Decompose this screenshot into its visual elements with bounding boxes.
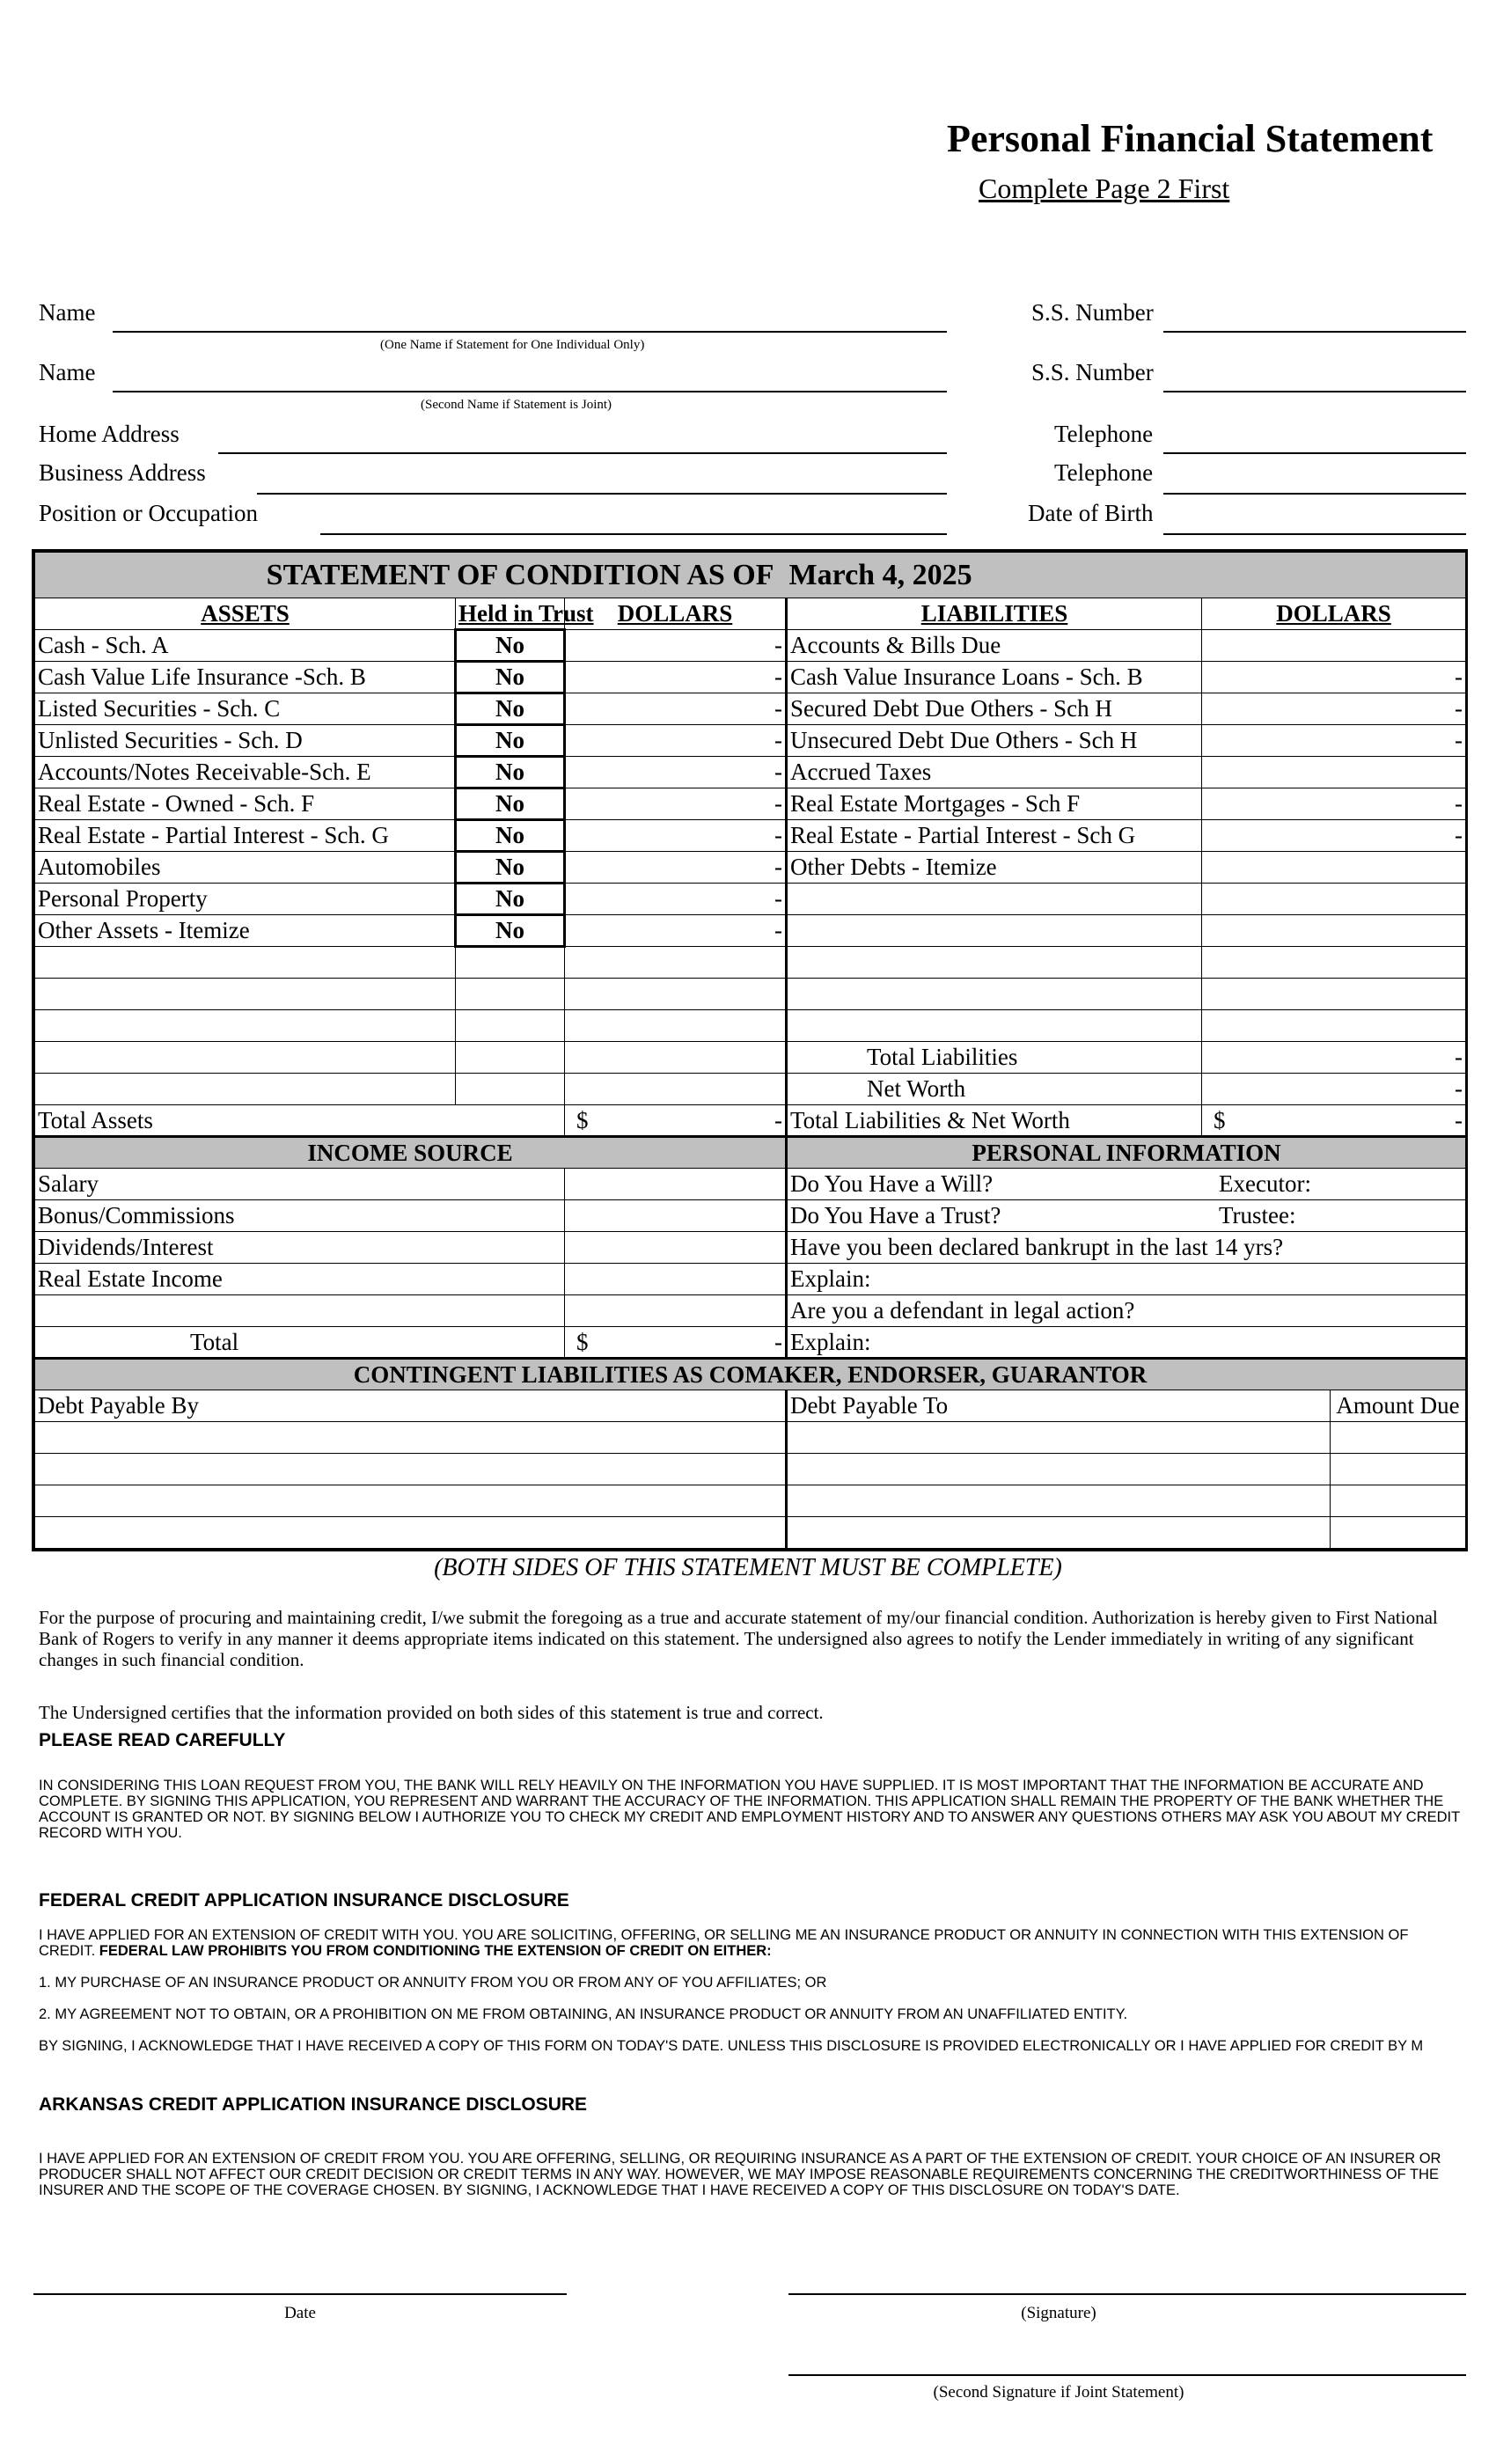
federal-disclosure-heading: FEDERAL CREDIT APPLICATION INSURANCE DISCLOSURE — [39, 1890, 569, 1910]
held-in-trust-value[interactable]: No — [456, 820, 565, 852]
held-in-trust-value[interactable]: No — [456, 884, 565, 915]
liability-dollars-value[interactable] — [1202, 915, 1466, 947]
totals-row — [35, 1105, 1466, 1137]
second-name-label: Name — [39, 359, 96, 385]
table-row — [35, 1042, 1466, 1074]
will-question[interactable] — [787, 1169, 1466, 1200]
date-of-birth-input-line[interactable] — [1163, 533, 1466, 535]
table-row — [35, 852, 1466, 884]
total-liabilities-net-worth-value: - — [1455, 1106, 1463, 1133]
liability-dollars-value[interactable]: - — [1202, 725, 1466, 757]
debt-payable-to-header: Debt Payable To — [787, 1390, 1331, 1422]
held-in-trust-value[interactable]: No — [456, 788, 565, 820]
second-name-input-line[interactable] — [113, 391, 947, 392]
asset-label: Accounts/Notes Receivable-Sch. E — [35, 757, 456, 788]
held-in-trust-value[interactable]: No — [456, 852, 565, 884]
asset-label: Cash Value Life Insurance -Sch. B — [35, 662, 456, 693]
table-row — [35, 884, 1466, 915]
asset-label: Real Estate - Partial Interest - Sch. G — [35, 820, 456, 852]
federal-body-text: I HAVE APPLIED FOR AN EXTENSION OF CREDIT WITH YOU. YOU ARE SOLICITING, OFFERING, OR SELLING ME AN INSURANCE PRODUCT OR ANNUITY IN CONNECTION WITH THIS EXTENSION OF CREDIT. — [39, 1927, 1409, 1959]
asset-dollars-value[interactable]: - — [565, 757, 787, 788]
please-read-body: IN CONSIDERING THIS LOAN REQUEST FROM YOU, THE BANK WILL RELY HEAVILY ON THE INFORMATION YOU HAVE SUPPLIED. IT IS MOST IMPORTANT THAT THE INFORMATION BE ACCURATE AND COMPLETE. BY SIGNING THIS APPLICATION, YOU REPRESENT AND WARRANT THE ACCURACY OF THE INFORMATION. THIS APPLICATION SHALL REMAIN THE PROPERTY OF THE BANK WHETHER THE ACCOUNT IS GRANTED OR NOT. BY SIGNING BELOW I AUTHORIZE YOU TO CHECK MY CREDIT AND EMPLOYMENT HISTORY AND TO ANSWER ANY QUESTIONS OTHERS MAY ASK YOU ABOUT MY CREDIT RECORD WITH YOU. — [39, 1778, 1460, 1841]
table-row — [35, 1422, 1466, 1454]
asset-dollars-value[interactable]: - — [565, 820, 787, 852]
federal-disclosure-body — [39, 1927, 1464, 1959]
defendant-explain[interactable]: Explain: — [787, 1327, 1466, 1359]
second-ss-number-label: S.S. Number — [1031, 359, 1154, 385]
business-telephone-label: Telephone — [1054, 459, 1154, 486]
federal-item-1: 1. MY PURCHASE OF AN INSURANCE PRODUCT OR ANNUITY FROM YOU OR FROM ANY OF YOU AFFILIATES; OR — [39, 1975, 827, 1991]
trust-question[interactable] — [787, 1200, 1466, 1232]
table-row — [35, 947, 1466, 979]
liability-dollars-value[interactable] — [1202, 852, 1466, 884]
liability-dollars-value[interactable]: - — [1202, 662, 1466, 693]
assets-header: ASSETS — [35, 598, 456, 630]
table-row — [35, 820, 1466, 852]
income-total-cell — [565, 1327, 787, 1359]
business-address-input-line[interactable] — [257, 493, 947, 495]
liability-label: Real Estate Mortgages - Sch F — [787, 788, 1202, 820]
asset-dollars-value[interactable]: - — [565, 915, 787, 947]
both-sides-note: (BOTH SIDES OF THIS STATEMENT MUST BE COMPLETE) — [434, 1554, 1062, 1581]
table-row — [35, 788, 1466, 820]
table-row — [35, 1517, 1466, 1549]
personal-information-header: PERSONAL INFORMATION — [787, 1137, 1466, 1169]
asset-label: Automobiles — [35, 852, 456, 884]
asset-label: Personal Property — [35, 884, 456, 915]
liability-label: Accrued Taxes — [787, 757, 1202, 788]
date-label: Date — [284, 2304, 316, 2322]
asset-dollars-value[interactable]: - — [565, 662, 787, 693]
total-liabilities-net-worth-label: Total Liabilities & Net Worth — [787, 1105, 1202, 1137]
liability-dollars-value[interactable] — [1202, 630, 1466, 662]
statement-heading: STATEMENT OF CONDITION AS OF — [35, 553, 787, 598]
ss-number-input-line[interactable] — [1163, 331, 1466, 333]
liability-dollars-value[interactable]: - — [1202, 820, 1466, 852]
asset-label: Other Assets - Itemize — [35, 915, 456, 947]
asset-label: Real Estate - Owned - Sch. F — [35, 788, 456, 820]
telephone-input-line[interactable] — [1163, 452, 1466, 454]
table-row — [35, 757, 1466, 788]
table-row — [35, 1200, 1466, 1232]
assets-dollars-header: DOLLARS — [565, 598, 787, 630]
total-assets-currency: $ — [576, 1106, 589, 1133]
table-row — [35, 1169, 1466, 1200]
held-in-trust-value[interactable]: No — [456, 693, 565, 725]
trustee-label: Trustee: — [1219, 1202, 1296, 1228]
table-row — [35, 662, 1466, 693]
asset-label: Unlisted Securities - Sch. D — [35, 725, 456, 757]
trust-label: Do You Have a Trust? — [790, 1202, 1001, 1228]
liability-label: Secured Debt Due Others - Sch H — [787, 693, 1202, 725]
debt-payable-by-header: Debt Payable By — [35, 1390, 787, 1422]
asset-dollars-value[interactable]: - — [565, 725, 787, 757]
bankrupt-explain[interactable]: Explain: — [787, 1264, 1466, 1295]
total-assets-value: - — [774, 1106, 783, 1133]
federal-item-2: 2. MY AGREEMENT NOT TO OBTAIN, OR A PROHIBITION ON ME FROM OBTAINING, AN INSURANCE PRODUCT OR ANNUITY FROM AN UNAFFILIATED ENTITY. — [39, 2006, 1128, 2022]
business-telephone-input-line[interactable] — [1163, 493, 1466, 495]
liability-label — [787, 884, 1202, 915]
total-liabilities-label: Total Liabilities — [787, 1042, 1202, 1074]
income-salary-label: Salary — [35, 1169, 565, 1200]
statement-of-condition-table — [32, 549, 1468, 1551]
income-real-estate-value[interactable] — [565, 1264, 787, 1295]
asset-label: Cash - Sch. A — [35, 630, 456, 662]
total-assets-cell — [565, 1105, 787, 1137]
asset-dollars-value[interactable]: - — [565, 852, 787, 884]
table-row — [35, 1485, 1466, 1517]
signature-line[interactable] — [788, 2293, 1466, 2295]
name-hint: (One Name if Statement for One Individual Only) — [380, 338, 645, 352]
total-liabilities-value: - — [1202, 1042, 1466, 1074]
liabilities-dollars-header: DOLLARS — [1202, 598, 1466, 630]
defendant-question[interactable]: Are you a defendant in legal action? — [787, 1295, 1466, 1327]
position-label: Position or Occupation — [39, 500, 258, 526]
held-in-trust-value[interactable]: No — [456, 630, 565, 662]
signature-label: (Signature) — [1021, 2304, 1096, 2322]
liability-label: Other Debts - Itemize — [787, 852, 1202, 884]
net-worth-label: Net Worth — [787, 1074, 1202, 1105]
federal-body-bold: FEDERAL LAW PROHIBITS YOU FROM CONDITIONING THE EXTENSION OF CREDIT ON EITHER: — [99, 1943, 772, 1959]
liability-label — [787, 915, 1202, 947]
please-read-heading: PLEASE READ CAREFULLY — [39, 1730, 286, 1750]
home-address-input-line[interactable] — [218, 452, 947, 454]
executor-label: Executor: — [1219, 1170, 1311, 1197]
held-in-trust-value[interactable]: No — [456, 915, 565, 947]
second-signature-label: (Second Signature if Joint Statement) — [933, 2383, 1184, 2402]
federal-acknowledgement: BY SIGNING, I ACKNOWLEDGE THAT I HAVE RECEIVED A COPY OF THIS FORM ON TODAY'S DATE. UNLESS THIS DISCLOSURE IS PROVIDED ELECTRONICALLY OR I HAVE APPLIED FOR CREDIT BY M — [39, 2038, 1424, 2054]
held-in-trust-value[interactable]: No — [456, 662, 565, 693]
table-row — [35, 725, 1466, 757]
business-address-label: Business Address — [39, 459, 206, 486]
liability-label: Accounts & Bills Due — [787, 630, 1202, 662]
liability-dollars-value[interactable] — [1202, 757, 1466, 788]
date-of-birth-label: Date of Birth — [1028, 500, 1154, 526]
table-row — [35, 1074, 1466, 1105]
asset-label: Listed Securities - Sch. C — [35, 693, 456, 725]
page-title: Personal Financial Statement — [947, 117, 1434, 160]
asset-dollars-value[interactable]: - — [565, 693, 787, 725]
income-source-header: INCOME SOURCE — [35, 1137, 787, 1169]
income-total-label: Total — [35, 1327, 565, 1359]
total-liabilities-net-worth-cell — [1202, 1105, 1466, 1137]
income-bonus-value[interactable] — [565, 1200, 787, 1232]
position-input-line[interactable] — [320, 533, 947, 535]
contingent-liabilities-header: CONTINGENT LIABILITIES AS COMAKER, ENDORSER, GUARANTOR — [35, 1359, 1466, 1390]
liability-dollars-value[interactable]: - — [1202, 788, 1466, 820]
table-row — [35, 1295, 1466, 1327]
will-label: Do You Have a Will? — [790, 1170, 994, 1197]
purpose-paragraph: For the purpose of procuring and maintaining credit, I/we submit the foregoing as a true and accurate statement of my/our financial condition. Authorization is hereby given to First National Bank of Rogers to verify in any manner it deems appropriate items indicated on this statement. The undersigned also agrees to notify the Lender immediately in writing of any significant changes in such financial condition. — [39, 1607, 1438, 1670]
held-in-trust-header: Held in Trust — [456, 598, 565, 630]
table-row — [35, 1264, 1466, 1295]
statement-date: March 4, 2025 — [787, 553, 1466, 598]
income-total-value: - — [774, 1328, 783, 1355]
liabilities-header: LIABILITIES — [787, 598, 1202, 630]
home-address-label: Home Address — [39, 421, 180, 447]
table-row — [35, 1327, 1466, 1359]
asset-dollars-value[interactable]: - — [565, 788, 787, 820]
table-row — [35, 1454, 1466, 1485]
liability-label: Unsecured Debt Due Others - Sch H — [787, 725, 1202, 757]
income-salary-value[interactable] — [565, 1169, 787, 1200]
name-input-line[interactable] — [113, 331, 947, 333]
date-signature-line[interactable] — [33, 2293, 567, 2295]
asset-dollars-value[interactable]: - — [565, 884, 787, 915]
income-dividends-value[interactable] — [565, 1232, 787, 1264]
income-real-estate-label: Real Estate Income — [35, 1264, 565, 1295]
second-signature-line[interactable] — [788, 2374, 1466, 2376]
table-row — [35, 1390, 1466, 1422]
certify-paragraph: The Undersigned certifies that the information provided on both sides of this statement is true and correct. — [39, 1702, 824, 1723]
table-row — [35, 979, 1466, 1010]
name-label: Name — [39, 299, 96, 326]
table-row — [35, 630, 1466, 662]
page-subtitle: Complete Page 2 First — [979, 172, 1230, 204]
held-in-trust-value[interactable]: No — [456, 725, 565, 757]
telephone-label: Telephone — [1054, 421, 1154, 447]
arkansas-disclosure-body: I HAVE APPLIED FOR AN EXTENSION OF CREDIT FROM YOU. YOU ARE OFFERING, SELLING, OR REQUIRING INSURANCE AS A PART OF THE EXTENSION OF CREDIT. YOUR CHOICE OF AN INSURER OR PRODUCER SHALL NOT AFFECT OUR CREDIT DECISION OR CREDIT TERMS IN ANY WAY. HOWEVER, WE MAY IMPOSE REASONABLE REQUIREMENTS CONCERNING THE CREDITWORTHINESS OF THE INSURER AND THE SCOPE OF THE COVERAGE CHOSEN. BY SIGNING, I ACKNOWLEDGE THAT I HAVE RECEIVED A COPY OF THIS DISCLOSURE ON TODAY'S DATE. — [39, 2151, 1441, 2198]
table-row — [35, 1010, 1466, 1042]
liability-label: Cash Value Insurance Loans - Sch. B — [787, 662, 1202, 693]
income-total-currency: $ — [576, 1328, 589, 1355]
liability-label: Real Estate - Partial Interest - Sch G — [787, 820, 1202, 852]
bankrupt-question[interactable]: Have you been declared bankrupt in the last 14 yrs? — [787, 1232, 1466, 1264]
second-name-hint: (Second Name if Statement is Joint) — [421, 398, 612, 412]
income-bonus-label: Bonus/Commissions — [35, 1200, 565, 1232]
table-row — [35, 693, 1466, 725]
income-dividends-label: Dividends/Interest — [35, 1232, 565, 1264]
total-liabilities-net-worth-currency: $ — [1214, 1106, 1226, 1133]
net-worth-value: - — [1202, 1074, 1466, 1105]
second-ss-number-input-line[interactable] — [1163, 391, 1466, 392]
total-assets-label: Total Assets — [35, 1105, 565, 1137]
table-row — [35, 1232, 1466, 1264]
asset-dollars-value[interactable]: - — [565, 630, 787, 662]
table-row — [35, 915, 1466, 947]
amount-due-header: Amount Due — [1331, 1390, 1466, 1422]
liability-dollars-value[interactable] — [1202, 884, 1466, 915]
liability-dollars-value[interactable]: - — [1202, 693, 1466, 725]
arkansas-disclosure-heading: ARKANSAS CREDIT APPLICATION INSURANCE DISCLOSURE — [39, 2094, 588, 2115]
held-in-trust-value[interactable]: No — [456, 757, 565, 788]
ss-number-label: S.S. Number — [1031, 299, 1154, 326]
